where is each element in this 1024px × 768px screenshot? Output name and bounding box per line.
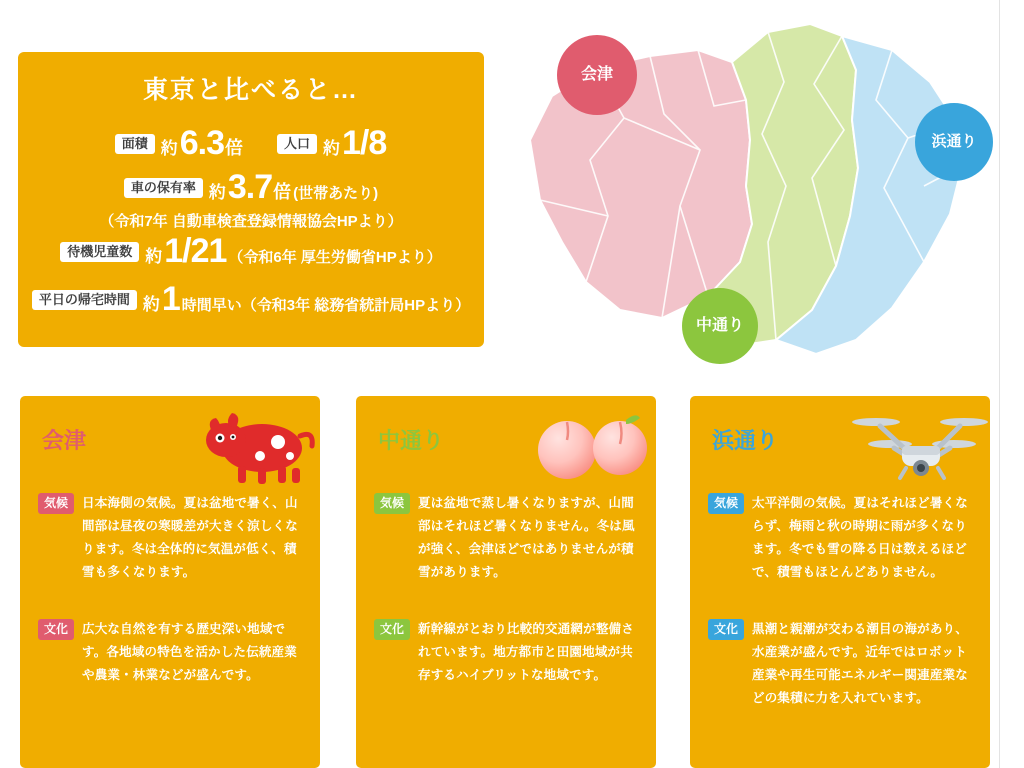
region-card-aizu-tag-climate: 気候	[38, 493, 74, 514]
compare-source-car: （令和7年 自動車検査登録情報協会HPより）	[99, 213, 403, 230]
map-label-hamadori[interactable]	[915, 103, 993, 181]
compare-tag-hometime: 平日の帰宅時間	[32, 290, 137, 310]
compare-item-population	[277, 126, 387, 160]
region-card-nakadori-tag-climate: 気候	[374, 493, 410, 514]
compare-value-waitlist: 1/21	[164, 232, 227, 270]
region-card-nakadori-text-culture: 新幹線がとおり比較的交通網が整備されています。地方都市と田園地域が共存するハイブリットな地域です。	[418, 622, 634, 683]
page-right-edge	[999, 0, 1024, 768]
fukushima-map	[500, 10, 1010, 390]
compare-row-hometime	[18, 282, 484, 316]
map-label-hamadori-text: 浜通り	[931, 133, 977, 151]
akabeko-icon	[200, 406, 320, 486]
region-card-hamadori-title: 浜通り	[712, 428, 779, 453]
compare-note-waitlist: （令和6年 厚生労働省HPより）	[228, 249, 442, 266]
region-card-aizu	[20, 396, 320, 768]
peach-icon	[534, 406, 652, 484]
compare-unit-area: 倍	[225, 138, 243, 158]
compare-note-car: (世帯あたり)	[293, 185, 379, 202]
region-card-aizu-tag-culture: 文化	[38, 619, 74, 640]
compare-value-population: 1/8	[342, 124, 387, 162]
compare-row-waitlist	[18, 234, 484, 268]
map-label-aizu[interactable]	[557, 35, 637, 115]
region-card-hamadori	[690, 396, 990, 768]
compare-tag-waitlist: 待機児童数	[60, 242, 139, 262]
compare-approx-population: 約	[323, 139, 341, 158]
compare-approx-hometime: 約	[142, 295, 160, 314]
region-card-aizu-text-culture: 広大な自然を有する歴史深い地域です。各地域の特色を活かした伝統産業や農業・林業などが盛んです。	[82, 622, 297, 683]
compare-row-car	[18, 170, 484, 204]
drone-icon	[850, 406, 990, 486]
compare-tag-car: 車の保有率	[124, 178, 203, 198]
region-card-nakadori-tag-culture: 文化	[374, 619, 410, 640]
map-label-nakadori[interactable]	[682, 288, 758, 364]
compare-value-hometime: 1	[161, 280, 180, 318]
compare-value-area: 6.3	[179, 124, 224, 162]
compare-value-car: 3.7	[227, 168, 273, 206]
region-card-hamadori-entry-climate	[708, 492, 974, 585]
region-card-nakadori-title: 中通り	[378, 428, 445, 453]
region-card-hamadori-entry-culture	[708, 618, 974, 711]
compare-title: 東京と比べると…	[142, 76, 359, 104]
region-card-hamadori-tag-culture: 文化	[708, 619, 744, 640]
compare-approx-waitlist: 約	[145, 247, 163, 266]
compare-approx-area: 約	[160, 139, 178, 158]
region-card-nakadori-text-climate: 夏は盆地で蒸し暑くなりますが、山間部はそれほど暑くなりません。冬は風が強く、会津ほどではありませんが積雪があります。	[418, 496, 635, 580]
compare-approx-car: 約	[208, 183, 226, 202]
region-card-nakadori	[356, 396, 656, 768]
compare-row-area-population	[18, 126, 484, 160]
region-card-aizu-text-climate: 日本海側の気候。夏は盆地で暑く、山間部は昼夜の寒暖差が大きく涼しくなります。冬は全体的に気温が低く、積雪も多くなります。	[82, 496, 298, 580]
compare-unit-car: 倍	[273, 182, 292, 202]
region-card-aizu-entry-climate	[38, 492, 304, 585]
map-label-aizu-text: 会津	[580, 65, 613, 83]
map-label-nakadori-text: 中通り	[695, 316, 744, 334]
region-card-hamadori-text-culture: 黒潮と親潮が交わる潮目の海があり、水産業が盛んです。近年ではロボット産業や再生可能エネルギー関連産業などの集積に力を入れています。	[752, 622, 968, 706]
region-card-nakadori-entry-culture	[374, 618, 640, 687]
region-card-aizu-entry-culture	[38, 618, 304, 687]
compare-note-hometime: 時間早い（令和3年 総務省統計局HPより）	[181, 297, 471, 314]
compare-tag-population: 人口	[277, 134, 317, 154]
region-card-hamadori-text-climate: 太平洋側の気候。夏はそれほど暑くならず、梅雨と秋の時期に雨が多くなります。冬でも雪の降る日は数えるほどで、積雪もほとんどありません。	[752, 496, 968, 580]
compare-item-area	[115, 126, 243, 160]
region-card-hamadori-tag-climate: 気候	[708, 493, 744, 514]
region-card-nakadori-entry-climate	[374, 492, 640, 585]
compare-panel	[18, 52, 484, 347]
region-card-aizu-title: 会津	[42, 428, 87, 453]
compare-tag-area: 面積	[115, 134, 155, 154]
